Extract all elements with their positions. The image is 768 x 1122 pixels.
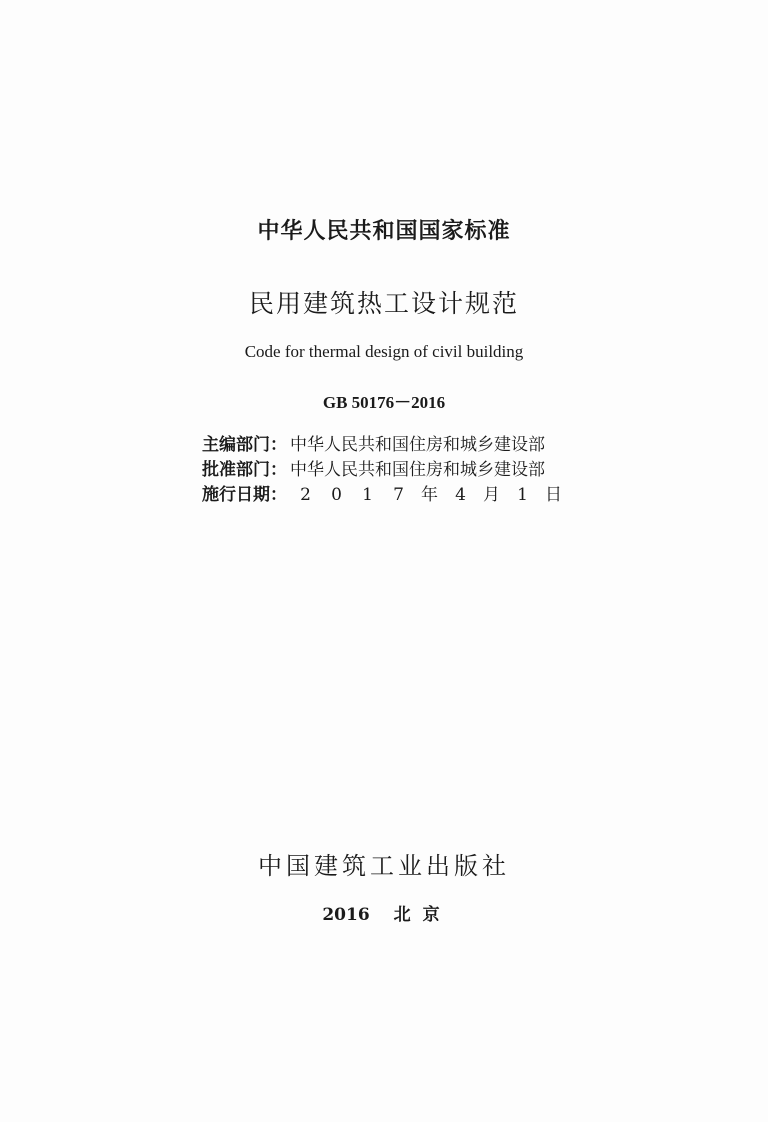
date-year-digit: 0 [331, 485, 342, 505]
date-day-digit: 1 [517, 485, 528, 505]
effective-date-label: 施行日期： [202, 485, 287, 505]
chief-department-label: 主编部门： [202, 435, 287, 455]
date-day-char: 日 [545, 485, 562, 505]
publication-year: 2016 [322, 905, 370, 925]
approval-department-value: 中华人民共和国住房和城乡建设部 [290, 460, 545, 480]
publisher-name: 中国建筑工业出版社 [258, 852, 510, 880]
chief-department-value: 中华人民共和国住房和城乡建设部 [290, 435, 545, 455]
effective-date-row [202, 483, 582, 508]
date-year-digit: 7 [393, 485, 404, 505]
publication-city-char: 京 [422, 905, 440, 925]
publication-line [0, 900, 768, 925]
chief-department-row [202, 433, 582, 458]
date-year-digit: 2 [300, 485, 311, 505]
date-year-digit: 1 [362, 485, 373, 505]
date-year-char: 年 [421, 485, 438, 505]
approval-department-row [202, 458, 582, 483]
effective-date-value [290, 483, 582, 508]
approval-department-label: 批准部门： [202, 460, 287, 480]
publication-city-char: 北 [393, 905, 411, 925]
document-meta [202, 433, 582, 508]
document-title-en: Code for thermal design of civil building [244, 342, 524, 361]
date-month-char: 月 [483, 485, 500, 505]
document-title-cn: 民用建筑热工设计规范 [248, 289, 519, 318]
standard-type-heading: 中华人民共和国国家标准 [257, 219, 511, 244]
standard-code: GB 50176－2016 [322, 393, 446, 412]
date-month-digit: 4 [455, 485, 466, 505]
